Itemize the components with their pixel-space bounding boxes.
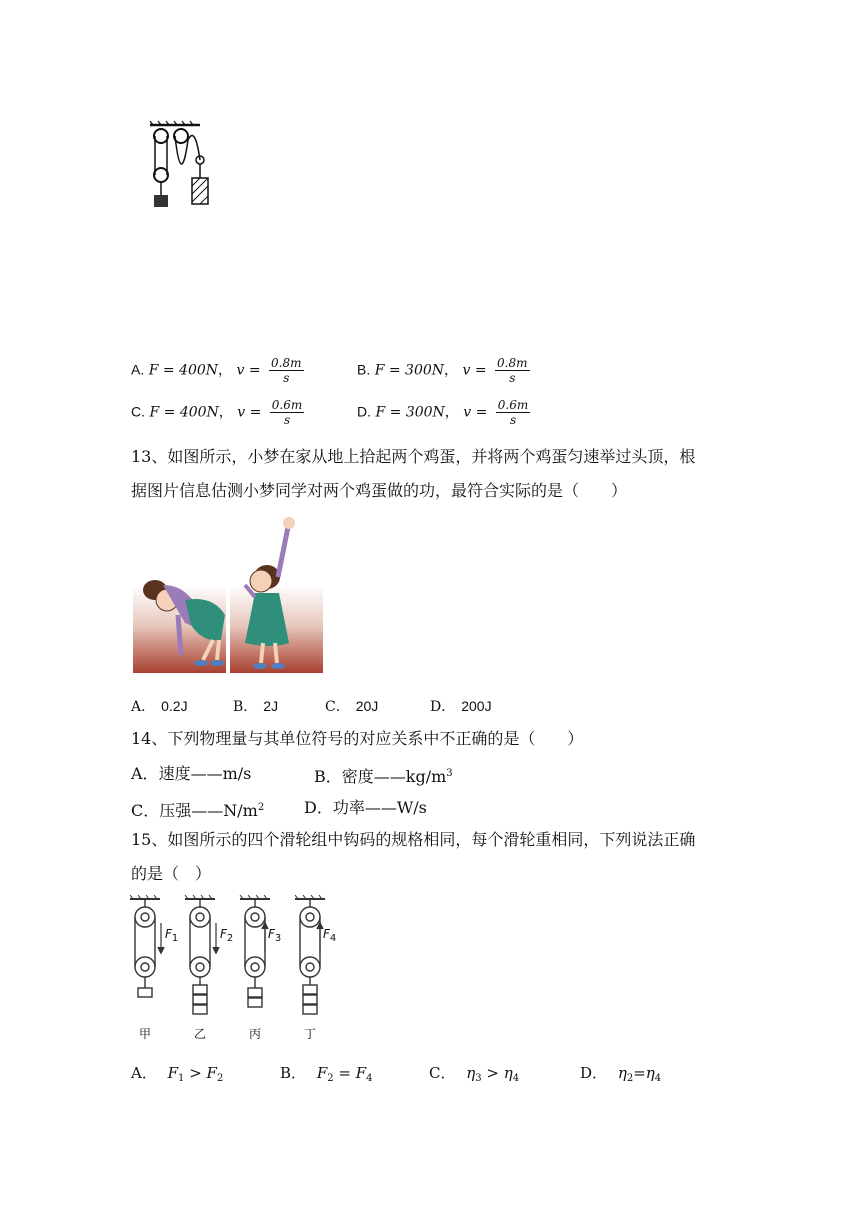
option-label: B． [233, 699, 258, 715]
q13-option-a [131, 696, 188, 716]
lhs: F [167, 1064, 179, 1082]
option-label: C． [429, 1064, 456, 1082]
formula-v-prefix: v = [237, 404, 266, 421]
option-text: 0.2J [161, 698, 188, 714]
lhs: η [617, 1064, 627, 1082]
operator: > [481, 1064, 504, 1082]
q15-option-b [280, 1062, 373, 1084]
option-label: A． [131, 1064, 157, 1082]
operator: = [333, 1064, 356, 1082]
formula-f-prefix: F = [375, 404, 406, 421]
figure-label-jia: 甲 [139, 1027, 152, 1041]
velocity-fraction [270, 398, 304, 427]
lhs-sub: 1 [178, 1073, 185, 1084]
lhs-sub: 3 [475, 1073, 482, 1084]
lhs-sub: 2 [626, 1073, 634, 1084]
velocity-unit-den: s [509, 413, 517, 427]
operator: > [184, 1064, 207, 1082]
lhs: η [466, 1064, 476, 1082]
q15-stem-line2: 的是（ ） [131, 864, 212, 883]
option-text: 速度——m/s [158, 764, 252, 783]
velocity-unit-den: s [509, 371, 516, 385]
option-text: 2J [263, 698, 279, 714]
formula-f-value: 400 [179, 362, 206, 379]
rhs: η [503, 1064, 513, 1082]
velocity-fraction [496, 398, 530, 427]
option-label: C． [131, 801, 160, 820]
formula-f-unit: N [205, 362, 219, 379]
exponent: 3 [446, 768, 453, 779]
formula-v-prefix: v = [462, 362, 492, 379]
option-label: D. [357, 403, 371, 420]
pulley-figure-q12 [145, 120, 220, 215]
option-label: B． [314, 767, 342, 786]
formula-v-prefix: v = [236, 362, 266, 379]
velocity-value: 0.8 [497, 356, 517, 370]
option-label: A． [131, 699, 156, 715]
rhs-sub: 4 [512, 1073, 520, 1084]
velocity-unit-num: m [516, 398, 529, 412]
force-label-f4: $F_4$ [323, 927, 337, 944]
lhs-sub: 2 [327, 1073, 334, 1084]
figure-label-ding: 丁 [304, 1027, 317, 1041]
q13-stem-line2: 据图片信息估测小梦同学对两个鸡蛋做的功，最符合实际的是（ ） [131, 481, 628, 500]
q12-option-d [357, 398, 530, 427]
option-label: D． [304, 798, 333, 817]
q14-option-b [314, 757, 453, 794]
force-label-f1: $F_1$ [165, 927, 179, 944]
velocity-unit-num: m [516, 356, 528, 370]
option-label: C． [325, 699, 350, 715]
option-label: A． [131, 764, 159, 783]
figure-label-yi: 乙 [194, 1027, 207, 1041]
formula-v-prefix: v = [463, 404, 492, 421]
velocity-value: 0.8 [271, 356, 291, 370]
option-text: 密度——kg/m [341, 767, 447, 786]
q15-option-d [580, 1062, 661, 1084]
q13-stem-line1: 13、如图所示，小梦在家从地上拾起两个鸡蛋，并将两个鸡蛋匀速举过头顶，根 [131, 447, 696, 466]
formula-f-unit: N [431, 362, 445, 379]
separator: ， [444, 362, 459, 379]
rhs-sub: 4 [366, 1073, 373, 1084]
velocity-unit-den: s [283, 371, 290, 385]
separator: ， [218, 362, 233, 379]
q12-option-c [131, 398, 304, 427]
force-label-f3: $F_3$ [268, 927, 282, 944]
option-label: D． [430, 699, 456, 715]
velocity-unit-den: s [283, 413, 291, 427]
velocity-fraction [269, 356, 303, 385]
rhs: F [206, 1064, 217, 1082]
velocity-unit-num: m [290, 356, 302, 370]
q15-stem-line1: 15、如图所示的四个滑轮组中钩码的规格相同，每个滑轮重相同，下列说法正确 [131, 830, 696, 849]
q15-option-c [429, 1062, 519, 1084]
force-label-f2: $F_2$ [220, 927, 234, 944]
option-text: 200J [461, 698, 492, 714]
q14-option-a [131, 757, 251, 791]
formula-f-value: 400 [179, 404, 207, 421]
formula-f-prefix: F = [149, 404, 180, 421]
q15-option-a [131, 1062, 223, 1084]
figure-label-bing: 丙 [249, 1027, 262, 1041]
formula-f-prefix: F = [148, 362, 180, 379]
option-label: C. [131, 403, 145, 420]
option-label: A. [131, 361, 145, 378]
q13-option-d [430, 696, 492, 716]
girl-lifting-eggs-illustration [133, 515, 323, 673]
q13-option-b [233, 696, 278, 716]
option-text: 功率——W/s [332, 798, 427, 817]
option-text: 压强——N/m [159, 801, 258, 820]
velocity-value: 0.6 [271, 398, 291, 412]
option-label: B. [357, 361, 371, 378]
separator: ， [218, 404, 233, 421]
velocity-value: 0.6 [497, 398, 517, 412]
formula-f-prefix: F = [374, 362, 406, 379]
q14-stem: 14、下列物理量与其单位符号的对应关系中不正确的是（ ） [131, 729, 584, 748]
option-label: D． [580, 1064, 608, 1082]
rhs-sub: 2 [216, 1073, 224, 1084]
lhs: F [316, 1064, 328, 1082]
option-text: 20J [355, 698, 379, 714]
formula-f-unit: N [206, 404, 219, 421]
q14-option-d [304, 791, 427, 825]
formula-f-value: 300 [405, 362, 432, 379]
exponent: 2 [257, 802, 265, 813]
velocity-unit-num: m [290, 398, 303, 412]
formula-f-unit: N [432, 404, 445, 421]
rhs: η [645, 1064, 655, 1082]
q12-option-b [357, 356, 530, 385]
operator: = [633, 1064, 646, 1082]
separator: ， [444, 404, 459, 421]
q13-option-c [325, 696, 378, 716]
velocity-fraction [495, 356, 529, 385]
q12-option-a [131, 356, 304, 385]
rhs-sub: 4 [654, 1073, 662, 1084]
rhs: F [355, 1064, 367, 1082]
option-label: B． [280, 1064, 307, 1082]
four-pulley-systems-figure [125, 893, 350, 1048]
formula-f-value: 300 [405, 404, 433, 421]
